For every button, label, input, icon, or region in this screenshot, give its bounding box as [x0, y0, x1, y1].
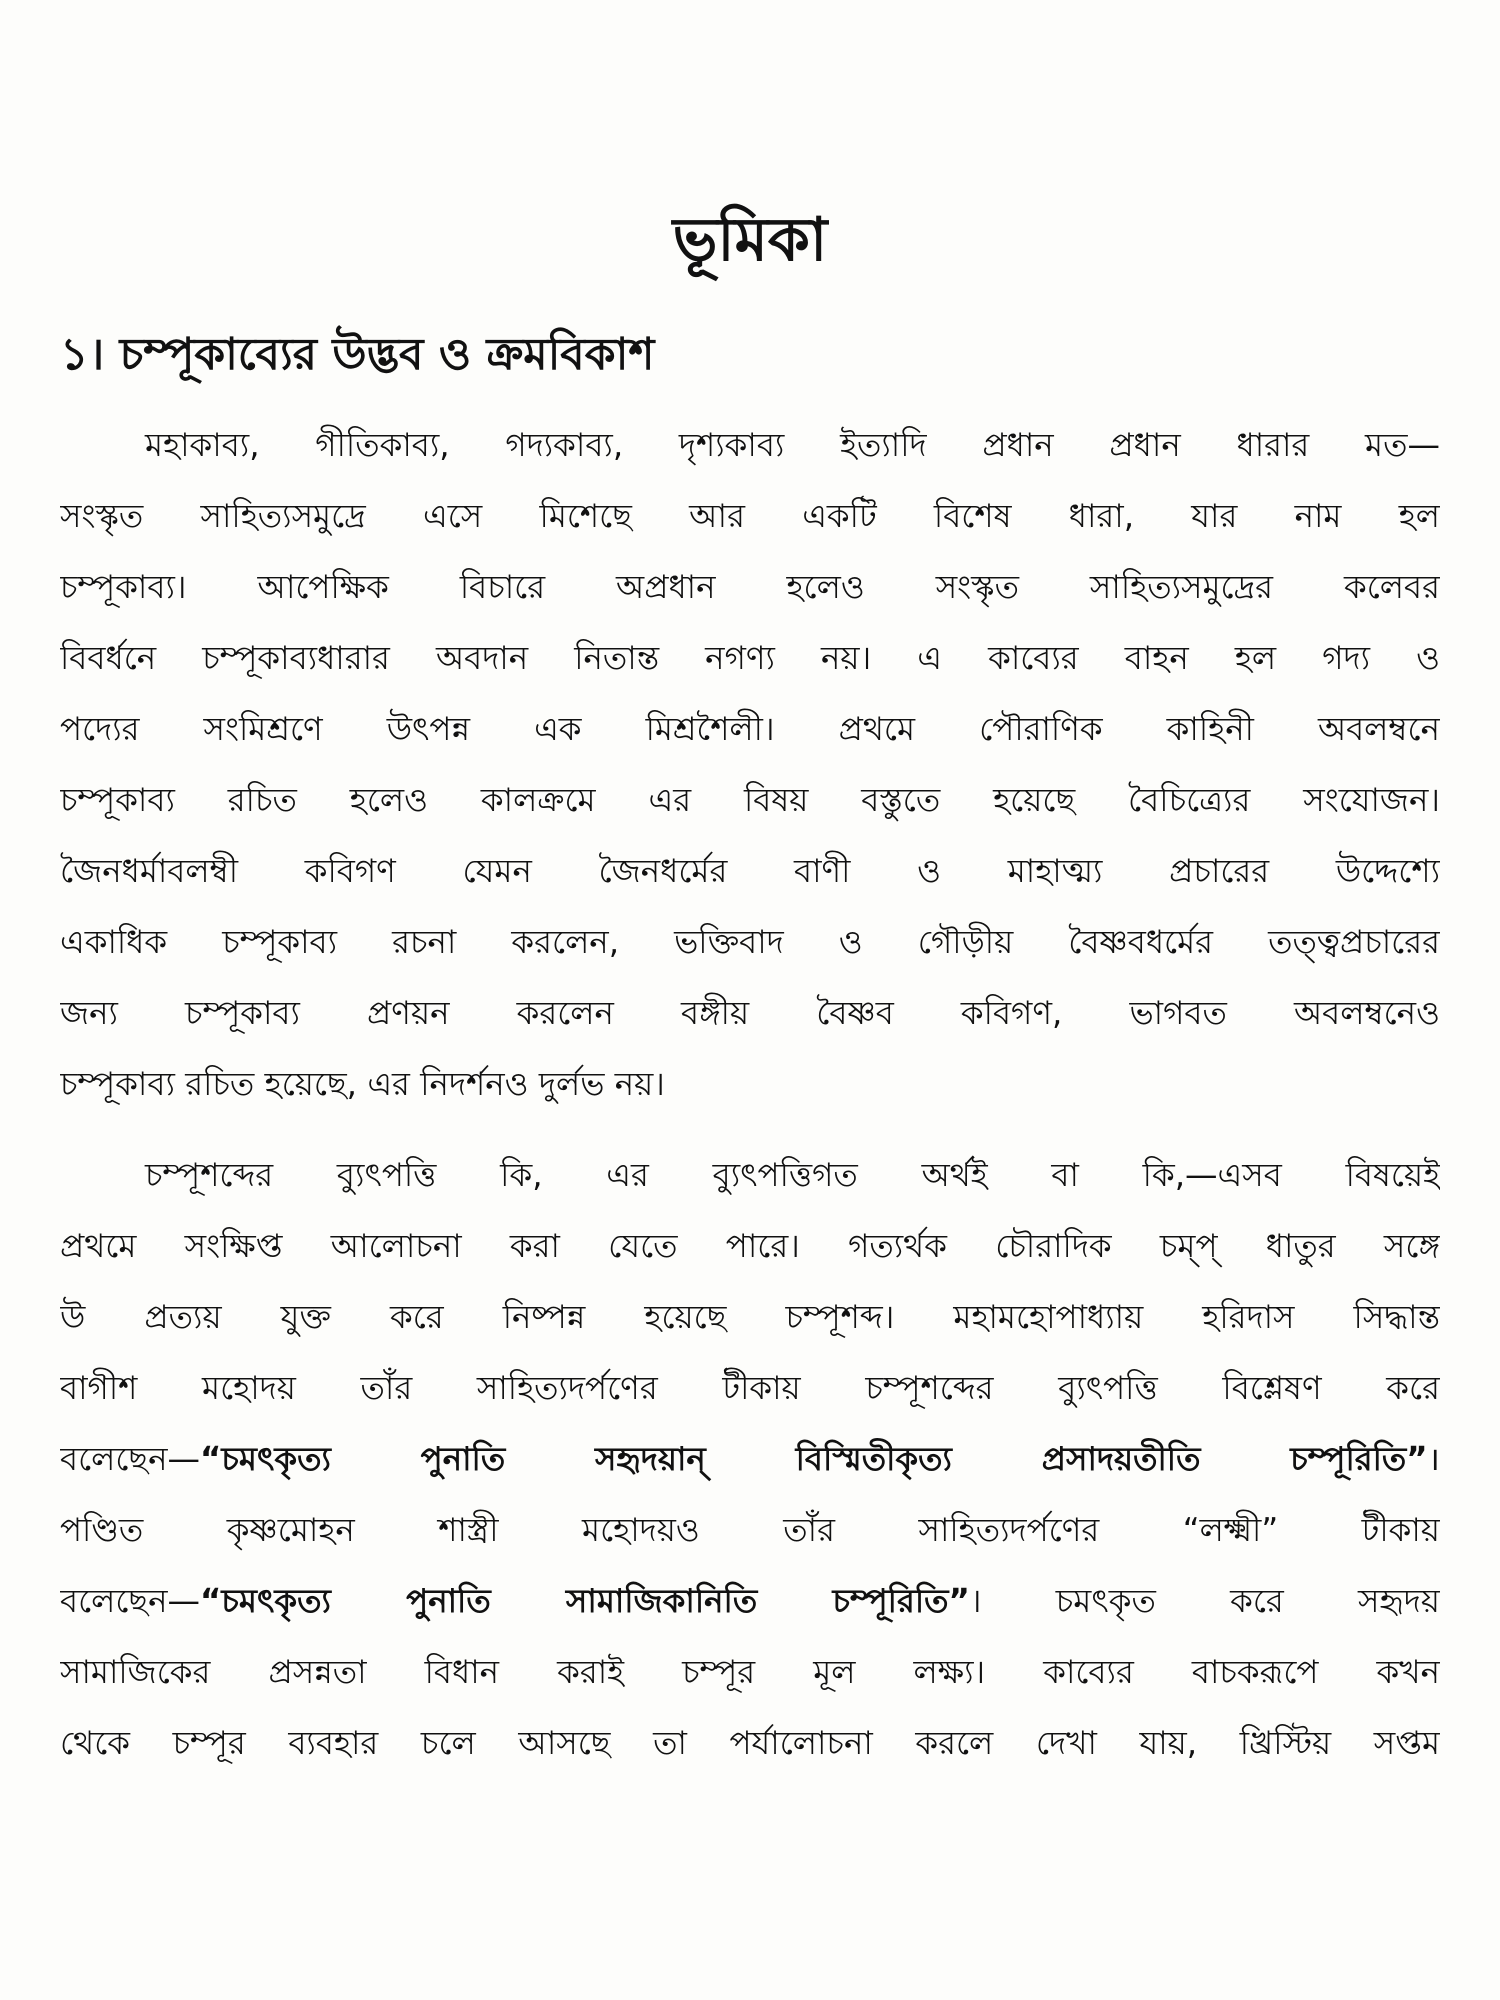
text-line: বিবর্ধনে চম্পূকাব্যধারার অবদান নিতান্ত নগণ্য নয়। এ কাব্যের বাহন হল গদ্য ও	[60, 639, 1440, 677]
sanskrit-quote: “চমৎকৃত্য পুনাতি সহৃদয়ান্ বিস্মিতীকৃত্য প্রসাদয়তীতি চম্পূরিতি”	[200, 1440, 1428, 1478]
text-line: পণ্ডিত কৃষ্ণমোহন শাস্ত্রী মহোদয়ও তাঁর সাহিত্যদর্পণের “লক্ষ্মী” টীকায়	[60, 1511, 1440, 1549]
page-title: ভূমিকা	[672, 205, 828, 275]
text-line: পদ্যের সংমিশ্রণে উৎপন্ন এক মিশ্রশৈলী। প্রথমে পৌরাণিক কাহিনী অবলম্বনে	[60, 710, 1440, 748]
text-line: প্রথমে সংক্ষিপ্ত আলোচনা করা যেতে পারে। গত্যর্থক চৌরাদিক চম্প্ ধাতুর সঙ্গে	[60, 1227, 1440, 1265]
text-line: চম্পূকাব্য রচিত হয়েছে, এর নিদর্শনও দুর্লভ নয়।	[60, 1065, 665, 1103]
paragraph-gap	[60, 1120, 1440, 1140]
quote-lead: বলেছেন—	[60, 1582, 201, 1620]
text-line-with-quote	[60, 1566, 1440, 1637]
text-line-with-quote	[60, 1424, 1440, 1495]
text-line: চম্পূশব্দের ব্যুৎপত্তি কি, এর ব্যুৎপত্তিগত অর্থই বা কি,—এসব বিষয়েই	[145, 1156, 1440, 1194]
quote-tail: ।	[1427, 1440, 1440, 1478]
text-line: উ প্রত্যয় যুক্ত করে নিষ্পন্ন হয়েছে চম্পূশব্দ। মহামহোপাধ্যায় হরিদাস সিদ্ধান্ত	[60, 1298, 1440, 1336]
paragraph-1	[60, 410, 1440, 1120]
text-line: মহাকাব্য, গীতিকাব্য, গদ্যকাব্য, দৃশ্যকাব্য ইত্যাদি প্রধান প্রধান ধারার মত—	[145, 426, 1440, 464]
text-line: থেকে চম্পূর ব্যবহার চলে আসছে তা পর্যালোচনা করলে দেখা যায়, খ্রিস্টিয় সপ্তম	[60, 1724, 1440, 1762]
text-line: চম্পূকাব্য রচিত হলেও কালক্রমে এর বিষয় বস্তুতে হয়েছে বৈচিত্র্যের সংযোজন।	[60, 781, 1440, 819]
quote-tail: । চমৎকৃত করে সহৃদয়	[969, 1582, 1440, 1620]
text-line: জন্য চম্পূকাব্য প্রণয়ন করলেন বঙ্গীয় বৈষ্ণব কবিগণ, ভাগবত অবলম্বনেও	[60, 994, 1440, 1032]
body-text	[60, 410, 1440, 1779]
section-heading: ১। চম্পূকাব্যের উদ্ভব ও ক্রমবিকাশ	[60, 329, 655, 380]
quote-lead: বলেছেন—	[60, 1440, 201, 1478]
sanskrit-quote: “চমৎকৃত্য পুনাতি সামাজিকানিতি চম্পূরিতি”	[200, 1582, 970, 1620]
text-line: বাগীশ মহোদয় তাঁর সাহিত্যদর্পণের টীকায় চম্পূশব্দের ব্যুৎপত্তি বিশ্লেষণ করে	[60, 1369, 1440, 1407]
text-line: জৈনধর্মাবলম্বী কবিগণ যেমন জৈনধর্মের বাণী ও মাহাত্ম্য প্রচারের উদ্দেশ্যে	[60, 852, 1440, 890]
text-line: সংস্কৃত সাহিত্যসমুদ্রে এসে মিশেছে আর একটি বিশেষ ধারা, যার নাম হল	[60, 497, 1440, 535]
text-line: সামাজিকের প্রসন্নতা বিধান করাই চম্পূর মূল লক্ষ্য। কাব্যের বাচকরূপে কখন	[60, 1653, 1440, 1691]
paragraph-2	[60, 1140, 1440, 1779]
text-line: চম্পূকাব্য। আপেক্ষিক বিচারে অপ্রধান হলেও সংস্কৃত সাহিত্যসমুদ্রের কলেবর	[60, 568, 1440, 606]
text-line: একাধিক চম্পূকাব্য রচনা করলেন, ভক্তিবাদ ও গৌড়ীয় বৈষ্ণবধর্মের তত্ত্বপ্রচারের	[60, 923, 1440, 961]
